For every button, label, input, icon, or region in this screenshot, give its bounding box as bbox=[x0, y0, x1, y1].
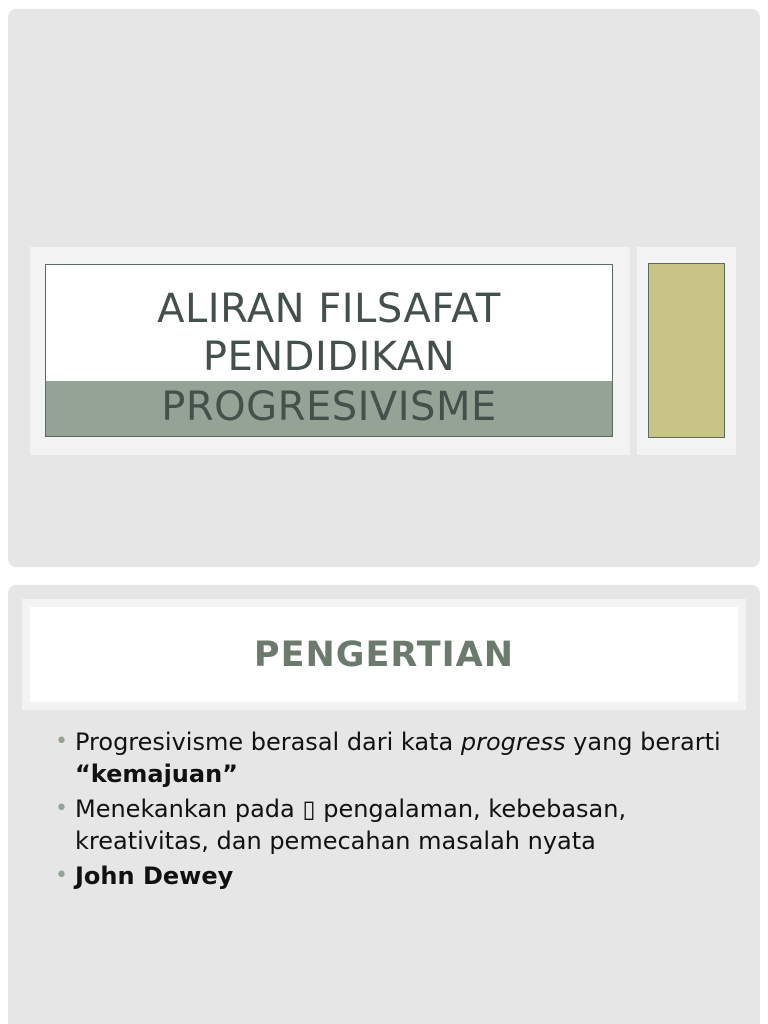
bullet-item bbox=[55, 860, 735, 892]
heading-box bbox=[30, 607, 738, 702]
bullet-text: yang berarti bbox=[565, 728, 721, 756]
bullet-bold-name: John Dewey bbox=[75, 862, 234, 890]
title-box bbox=[45, 264, 613, 437]
accent-frame bbox=[637, 247, 736, 455]
title-slide bbox=[8, 9, 760, 567]
bullet-list bbox=[55, 726, 735, 895]
title-line-2: PENDIDIKAN bbox=[202, 334, 456, 380]
bullet-text: Progresivisme berasal dari kata bbox=[75, 728, 461, 756]
slide-subtitle: PROGRESIVISME bbox=[161, 384, 497, 430]
bullet-item bbox=[55, 793, 735, 857]
slide-title bbox=[46, 285, 612, 381]
subtitle-bar bbox=[46, 381, 612, 436]
title-line-1: ALIRAN FILSAFAT bbox=[157, 286, 501, 332]
content-slide bbox=[8, 585, 760, 1024]
bullet-text: Menekankan pada ▯ pengalaman, kebebasan, kreativitas, dan pemecahan masalah nyata bbox=[75, 795, 627, 855]
bullet-dot: • bbox=[55, 863, 68, 888]
slide-heading: PENGERTIAN bbox=[253, 634, 515, 675]
heading-frame bbox=[22, 599, 746, 710]
bullet-italic-term: progress bbox=[460, 728, 566, 756]
title-frame bbox=[30, 247, 630, 455]
bullet-dot: • bbox=[55, 729, 68, 754]
bullet-item bbox=[55, 726, 735, 790]
bullet-bold-term: “kemajuan” bbox=[75, 760, 238, 788]
accent-box bbox=[648, 263, 725, 438]
bullet-dot: • bbox=[55, 796, 68, 821]
